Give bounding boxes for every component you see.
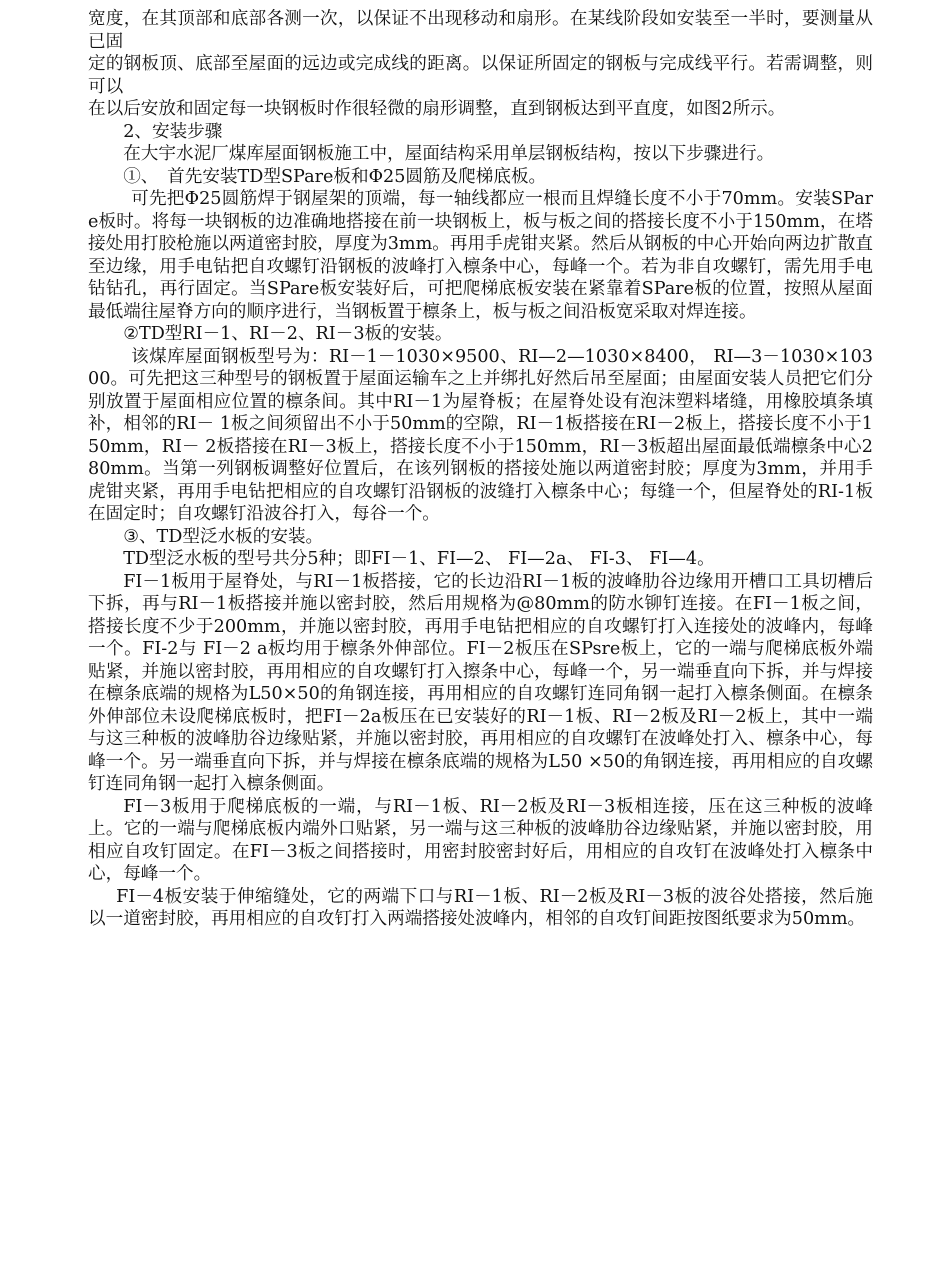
paragraph-flashing-types: TD型泛水板的型号共分5种；即FI－1、FI—2、 FI—2a、 FI-3、 FI—4。 <box>123 549 715 569</box>
paragraph-measurement-2: 定的钢板顶、底部至屋面的远边或完成线的距离。以保证所固定的钢板与完成线平行。若需调整，则可以 <box>88 54 873 97</box>
paragraph-step-1: 可先把Φ25圆筋焊于钢屋架的顶端，每一轴线都应一根而且焊缝长度不小于70mm。安装SPare板时。将每一块钢板的边准确地搭接在前一块钢板上，板与板之间的搭接长度不小于150mm，在塔接处用打胶枪施以两道密封胶，厚度为3mm。再用手虎钳夹紧。然后从钢板的中心开始向两边扩散直至边缘，用手电钻把自攻螺钉沿钢板的波峰打入檩条中心，每峰一个。若为非自攻螺钉，需先用手电钻钻孔，再行固定。当SPare板安装好后，可把爬梯底板安装在紧靠着SPare板的位置，按照从屋面最低端往屋脊方向的顺序进行，当钢板置于檩条上，板与板之间沿板宽采取对焊连接。 <box>88 189 873 322</box>
step-heading-1: ①、 首先安装TD型SPare板和Φ25圆筋及爬梯底板。 <box>123 166 547 187</box>
paragraph-fi-4: FI－4板安装于伸缩缝处，它的两端下口与RI－1板、RI－2板及RI－3板的波谷处搭接，然后施以一道密封胶，再用相应的自攻钉打入两端搭接处波峰内，相邻的自攻钉间距按图纸要求为50mm。 <box>88 886 873 929</box>
step-heading-3: ③、TD型泛水板的安装。 <box>123 526 324 547</box>
paragraph-measurement-3: 在以后安放和固定每一块钢板时作很轻微的扇形调整，直到钢板达到平直度，如图2所示。 <box>88 99 786 119</box>
section-heading-install-steps: 2、安装步骤 <box>123 121 223 142</box>
paragraph-fi-1-fi-2: FI－1板用于屋脊处，与RI－1板搭接，它的长边沿RI－1板的波峰肋谷边缘用开槽口工具切槽后下拆，再与RI－1板搭接并施以密封胶，然后用规格为@80mm的防水铆钉连接。在FI－1板之间，搭接长度不少于200mm，并施以密封胶，再用手电钻把相应的自攻螺钉打入连接处的波峰内，每峰一个。FI-2与 FI－2 a板均用于檩条外伸部位。FI－2板压在SPsre板上，它的一端与爬梯底板外端贴紧，并施以密封胶，再用相应的自攻螺钉打入擦条中心，每峰一个，另一端垂直向下拆，并与焊接在檩条底端的规格为L50×50的角钢连接，再用相应的自攻螺钉连同角钢一起打入檩条侧面。在檩条外伸部位未设爬梯底板时，把FI－2a板压在已安装好的RI－1板、RI－2板及RI－2板上，其中一端与这三种板的波峰肋谷边缘贴紧，并施以密封胶，再用相应的自攻螺钉在波峰处打入、檩条中心，每峰一个。另一端垂直向下拆，并与焊接在檩条底端的规格为L50 ×50的角钢连接，再用相应的自攻螺钉连同角钢一起打入檩条侧面。 <box>88 571 873 794</box>
paragraph-measurement-1: 宽度，在其顶部和底部各测一次，以保证不出现移动和扇形。在某线阶段如安装至一半时，要测量从已固 <box>88 9 873 52</box>
paragraph-intro: 在大宇水泥厂煤库屋面钢板施工中，屋面结构采用单层钢板结构，按以下步骤进行。 <box>123 144 775 164</box>
paragraph-fi-3: FI－3板用于爬梯底板的一端，与RI－1板、RI－2板及RI－3板相连接，压在这三种板的波峰上。它的一端与爬梯底板内端外口贴紧，另一端与这三种板的波峰肋谷边缘贴紧，并施以密封胶，用相应自攻钉固定。在FI－3板之间搭接时，用密封胶密封好后，用相应的自攻钉在波峰处打入檩条中心，每峰一个。 <box>88 796 873 884</box>
step-heading-2: ②TD型RI－1、RI－2、RI－3板的安装。 <box>123 324 453 344</box>
document-page <box>88 8 873 931</box>
paragraph-step-2: 该煤库屋面钢板型号为：RI－1－1030×9500、RI—2—1030×8400， RI—3－1030×10300。可先把这三种型号的钢板置于屋面运输车之上并绑扎好然后吊至屋面；由屋面安装人员把它们分别放置于屋面相应位置的檩条间。其中RI－1为屋脊板；在屋脊处设有泡沫塑料堵缝，用橡胶填条填补，相邻的RI－ 1板之间须留出不小于50mm的空隙，RI－1板搭接在RI－2板上，搭接长度不小于150mm，RI－ 2板搭接在RI－3板上，搭接长度不小于150mm，RI－3板超出屋面最低端檩条中心280mm。当第一列钢板调整好位置后，在该列钢板的搭接处施以两道密封胶；厚度为3mm，并用手虎钳夹紧，再用手电钻把相应的自攻螺钉沿钢板的波缝打入檩条中心；每缝一个，但屋脊处的RI-1板在固定时；自攻螺钉沿波谷打入，每谷一个。 <box>88 346 873 524</box>
